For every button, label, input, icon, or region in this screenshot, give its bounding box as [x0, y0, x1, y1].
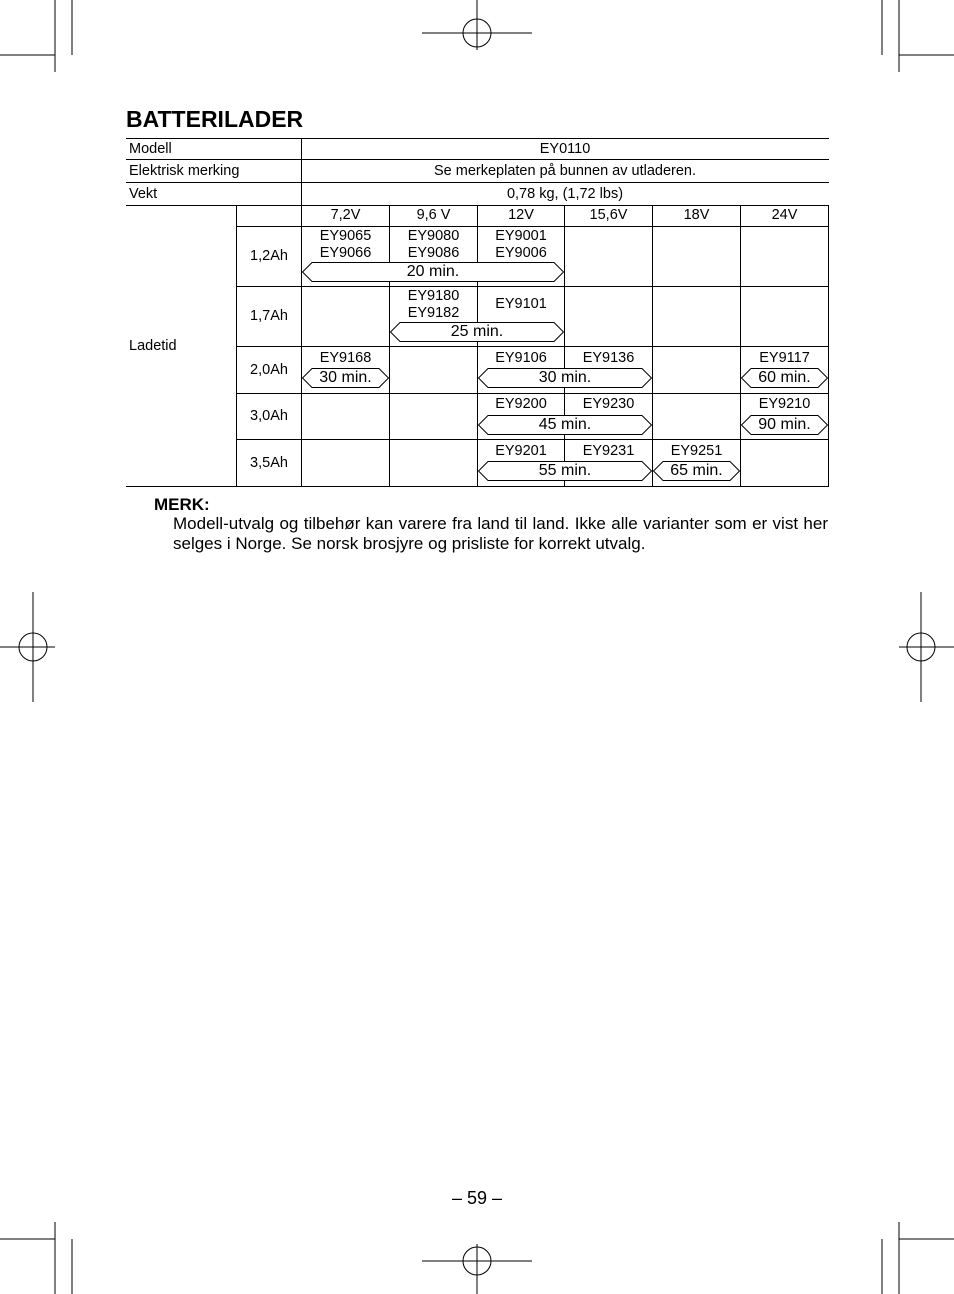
battery-model: EY9210: [758, 396, 811, 412]
capacity-label: 1,2Ah: [250, 248, 288, 264]
charge-time-pill: [478, 461, 652, 481]
voltage-header: 18V: [683, 207, 710, 223]
charge-time: 60 min.: [758, 369, 811, 386]
voltage-header: 15,6V: [589, 207, 628, 223]
battery-model: EY9065: [319, 228, 372, 244]
voltage-header: 12V: [508, 207, 534, 223]
capacity-label: 3,0Ah: [250, 408, 288, 424]
battery-model: EY9006: [495, 245, 547, 261]
capacity-label: 2,0Ah: [250, 362, 288, 378]
battery-model: EY9001: [495, 228, 547, 244]
battery-model: EY9101: [495, 296, 547, 312]
charge-time: 90 min.: [758, 416, 811, 433]
voltage-header: 7,2V: [330, 207, 361, 223]
battery-model: EY9086: [407, 245, 460, 261]
battery-model: EY9231: [582, 443, 635, 459]
battery-model: EY9117: [759, 350, 810, 366]
capacity-label: 1,7Ah: [250, 308, 288, 324]
battery-model: EY9168: [319, 350, 372, 366]
charge-time: 65 min.: [670, 462, 723, 479]
battery-model: EY9080: [407, 228, 460, 244]
charge-time-pill: [478, 368, 652, 388]
charge-time: 30 min.: [538, 369, 592, 386]
charge-time-pill: [302, 262, 564, 282]
charge-time-pill: [390, 322, 564, 342]
charge-time-pill: [741, 368, 828, 388]
battery-model: EY9180: [407, 288, 460, 304]
modell-value: EY0110: [539, 141, 591, 157]
page-title: BATTERILADER: [126, 106, 304, 132]
ladetid-label: Ladetid: [129, 338, 177, 354]
capacity-label: 3,5Ah: [250, 455, 288, 471]
charge-time-pill: [302, 368, 389, 388]
vekt-value: 0,78 kg, (1,72 lbs): [506, 186, 624, 202]
charge-time-pill: [741, 415, 828, 435]
voltage-header: 24V: [771, 207, 798, 223]
voltage-header: 9,6 V: [416, 207, 451, 223]
charge-time: 45 min.: [538, 416, 592, 433]
charge-time-pill: [653, 461, 740, 481]
modell-label: Modell: [129, 141, 172, 157]
battery-model: EY9106: [495, 350, 547, 366]
charge-time: 20 min.: [406, 263, 460, 280]
battery-model: EY9230: [582, 396, 635, 412]
elektrisk-label: Elektrisk merking: [129, 163, 240, 179]
note-body: Modell-utvalg og tilbehør kan varere fra land til land. Ikke alle varianter som er vist her selges i Norge. Se norsk brosjyre og prisliste for korrekt utvalg.: [173, 514, 828, 553]
battery-model: EY9251: [670, 443, 723, 459]
battery-model: EY9182: [407, 305, 460, 321]
elektrisk-value: Se merkeplaten på bunnen av utladeren.: [434, 163, 696, 179]
note-heading: MERK:: [154, 495, 210, 514]
battery-model: EY9201: [495, 443, 547, 459]
battery-model: EY9200: [495, 396, 547, 412]
battery-model: EY9136: [582, 350, 635, 366]
battery-model: EY9066: [319, 245, 372, 261]
page-number: – 59 –: [451, 1188, 503, 1208]
charge-time: 25 min.: [450, 323, 504, 340]
charge-time: 30 min.: [319, 369, 372, 386]
charge-time-pill: [478, 415, 652, 435]
charge-time: 55 min.: [538, 462, 592, 479]
vekt-label: Vekt: [129, 186, 158, 202]
